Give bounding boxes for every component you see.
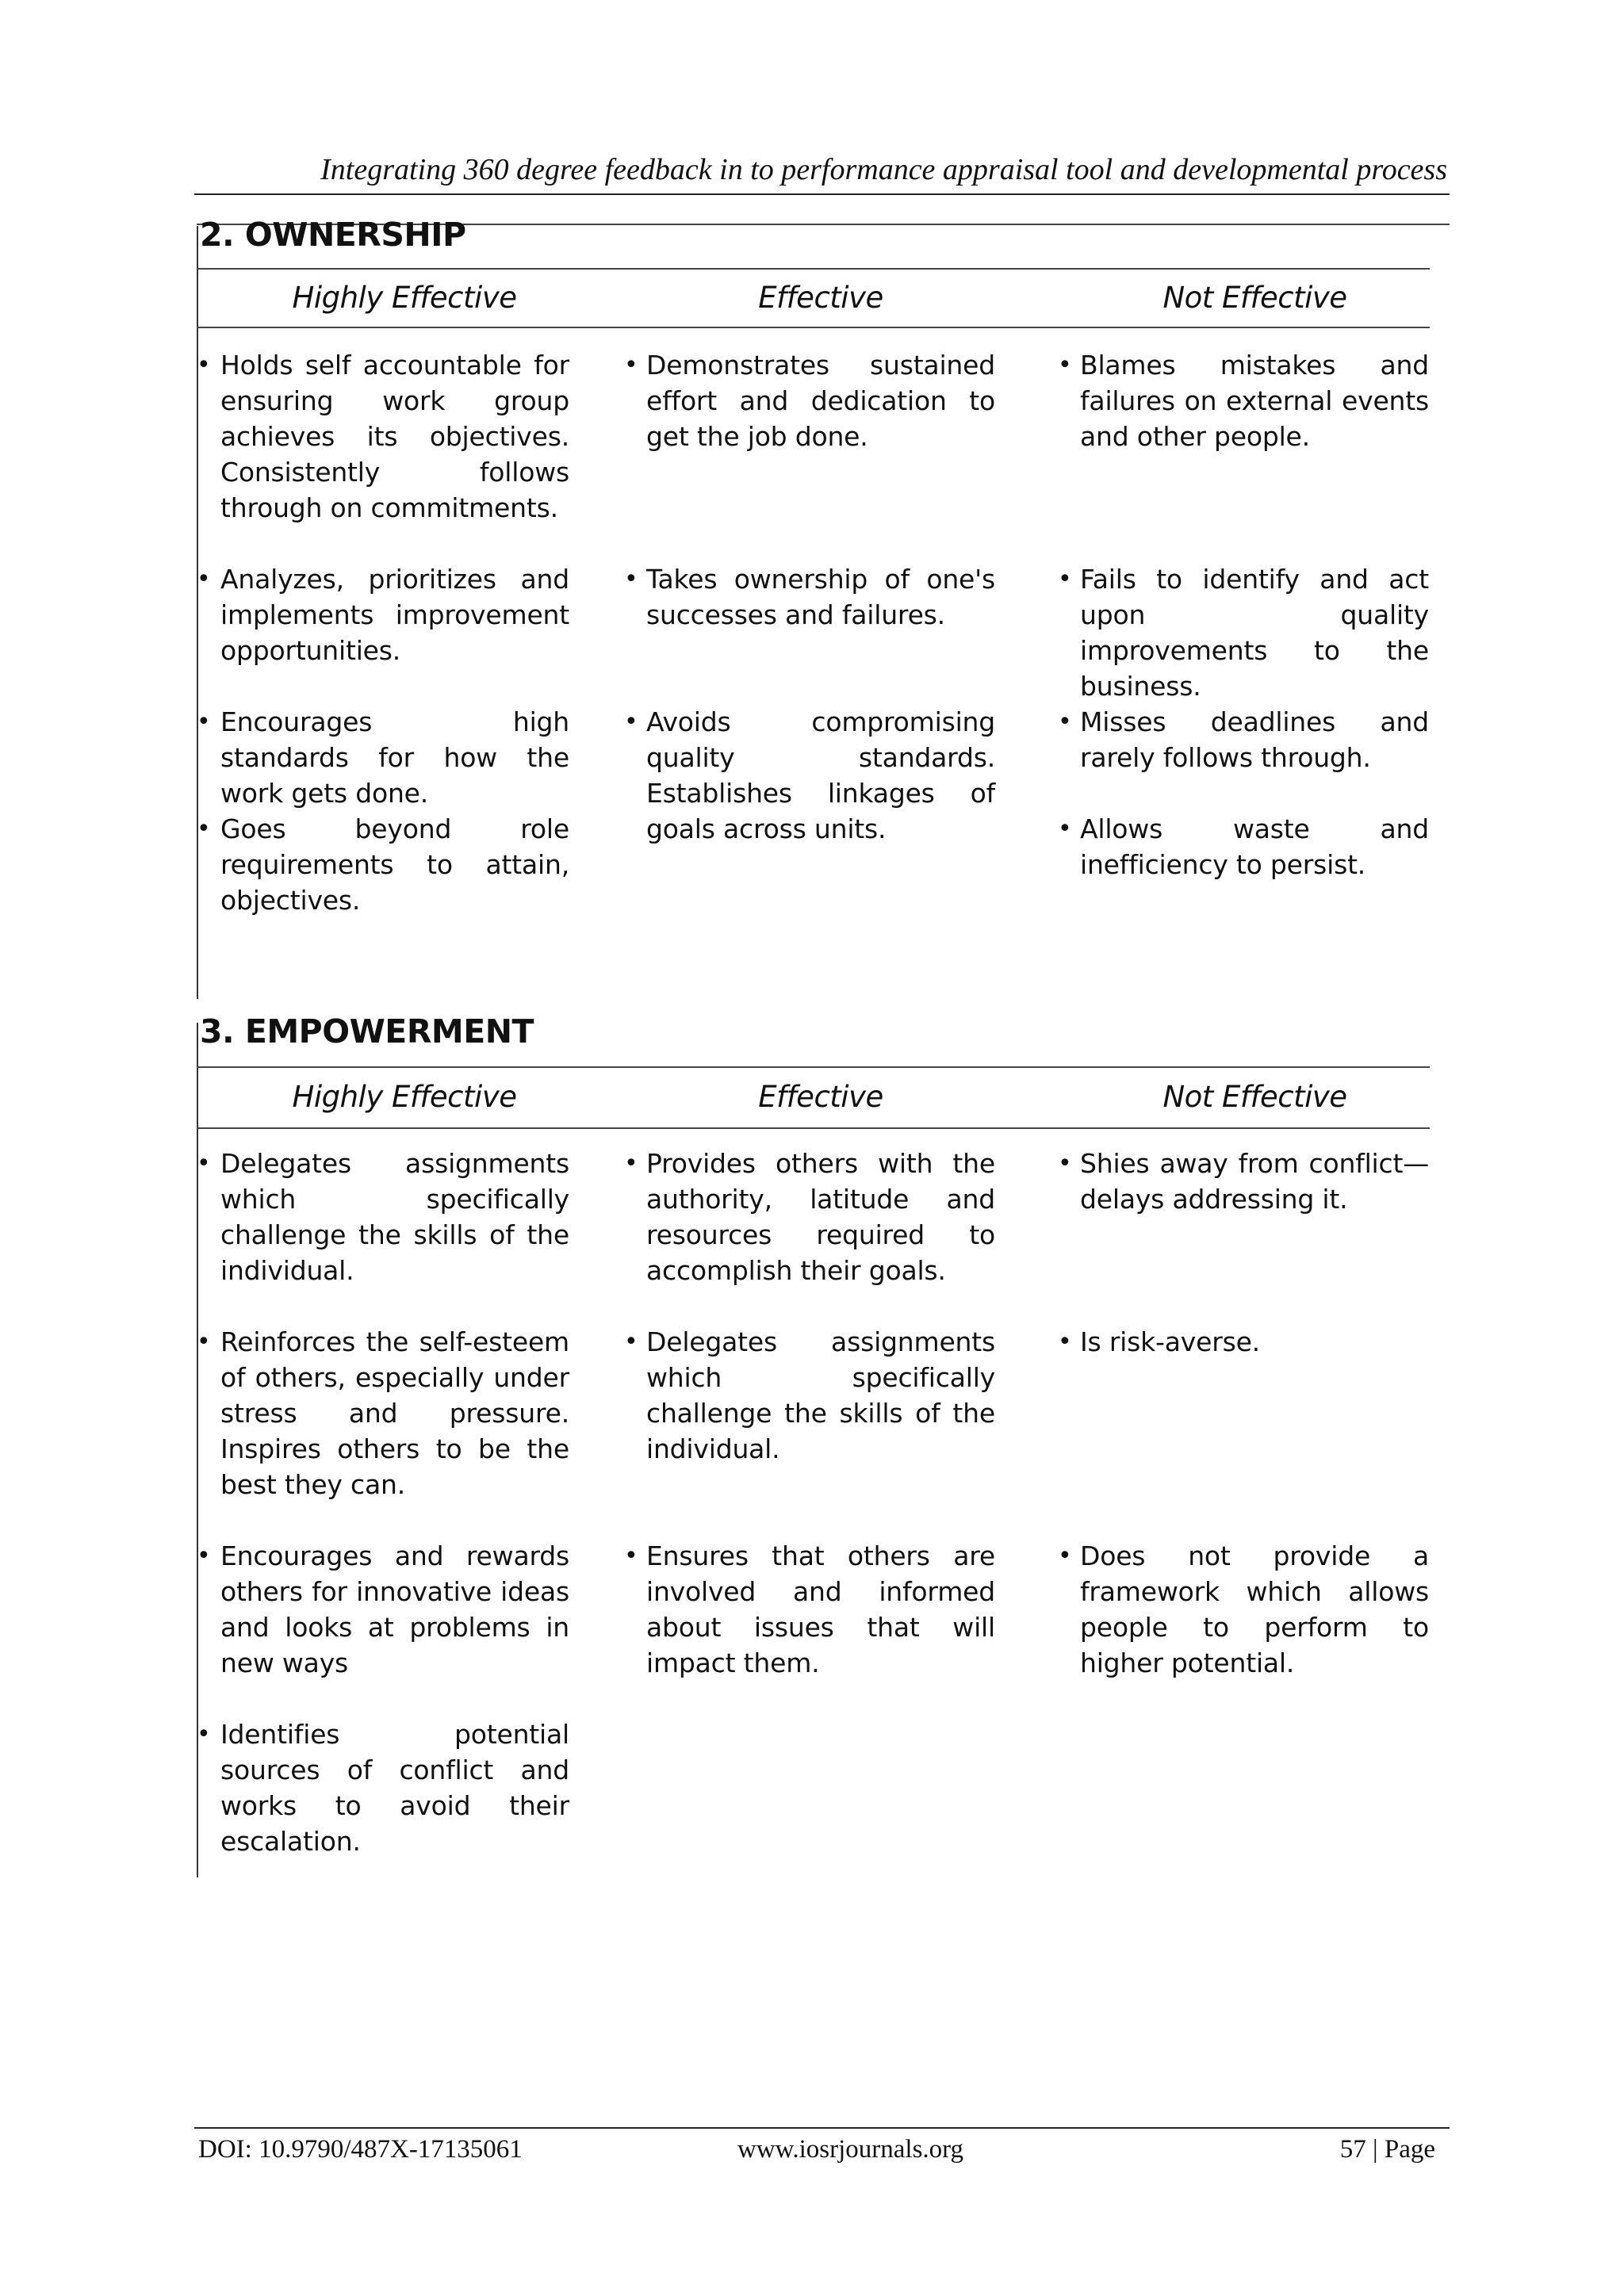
table-header-rule	[197, 1127, 1430, 1129]
bullet-icon: •	[197, 1328, 211, 1356]
list-item: • Holds self accountable for ensuring work group achieves its objectives. Consistently follows through on commitments.	[220, 347, 569, 526]
list-item: • Shies away from conflict—delays addressing it.	[1080, 1146, 1429, 1217]
list-item: • Encourages and rewards others for innovative ideas and looks at problems in new ways	[220, 1538, 569, 1681]
bullet-icon: •	[624, 351, 638, 379]
list-item: • Ensures that others are involved and informed about issues that will impact them.	[646, 1538, 995, 1681]
bullet-icon: •	[1058, 1328, 1072, 1356]
list-item: • Demonstrates sustained effort and dedication to get the job done.	[646, 347, 995, 454]
list-item: • Encourages high standards for how the work gets done.	[220, 704, 569, 811]
bullet-icon: •	[197, 708, 211, 736]
running-title: Integrating 360 degree feedback in to performance appraisal tool and developmental process	[320, 153, 1447, 186]
list-item: • Takes ownership of one's successes and failures.	[646, 561, 995, 633]
list-item: • Allows waste and inefficiency to persist.	[1080, 811, 1429, 882]
footer-page-number: 57 | Page	[1339, 2135, 1435, 2164]
table-header-rule	[197, 327, 1430, 328]
footer-doi: DOI: 10.9790/487X-17135061	[198, 2135, 523, 2164]
bullet-icon: •	[1058, 1150, 1072, 1177]
section-left-rule	[197, 226, 198, 999]
header-rule	[194, 193, 1450, 195]
list-item: • Reinforces the self-esteem of others, especially under stress and pressure. Inspires others to be the best they can.	[220, 1324, 569, 1502]
bullet-icon: •	[1058, 708, 1072, 736]
bullet-icon: •	[624, 1150, 638, 1177]
bullet-icon: •	[1058, 1542, 1072, 1570]
bullet-icon: •	[197, 1542, 211, 1570]
list-item: • Does not provide a framework which allows people to perform to higher potential.	[1080, 1538, 1429, 1681]
list-item: • Delegates assignments which specifically challenge the skills of the individual.	[220, 1146, 569, 1288]
bullet-icon: •	[197, 1720, 211, 1748]
list-item: • Identifies potential sources of conflict and works to avoid their escalation.	[220, 1716, 569, 1859]
list-item: • Avoids compromising quality standards. Establishes linkages of goals across units.	[646, 704, 995, 847]
list-item: • Provides others with the authority, latitude and resources required to accomplish their goals.	[646, 1146, 995, 1288]
bullet-icon: •	[1058, 565, 1072, 593]
list-item: • Analyzes, prioritizes and implements improvement opportunities.	[220, 561, 569, 668]
table-header-rule	[197, 1066, 1430, 1068]
footer-rule	[194, 2127, 1450, 2129]
list-item: • Is risk-averse.	[1080, 1324, 1429, 1360]
section-title: 3. EMPOWERMENT	[200, 1012, 534, 1050]
list-item: • Fails to identify and act upon quality improvements to the business.	[1080, 561, 1429, 704]
col-head-effective: Effective	[758, 1080, 883, 1114]
list-item: • Blames mistakes and failures on external events and other people.	[1080, 347, 1429, 454]
col-head-not-effective: Not Effective	[1162, 1080, 1347, 1114]
list-item: • Misses deadlines and rarely follows through.	[1080, 704, 1429, 775]
bullet-icon: •	[624, 1328, 638, 1356]
col-head-not-effective: Not Effective	[1162, 281, 1347, 315]
list-item: • Goes beyond role requirements to attain, objectives.	[220, 811, 569, 918]
bullet-icon: •	[624, 1542, 638, 1570]
col-head-highly-effective: Highly Effective	[292, 281, 517, 315]
bullet-icon: •	[624, 708, 638, 736]
bullet-icon: •	[197, 351, 211, 379]
bullet-icon: •	[624, 565, 638, 593]
section-title: 2. OWNERSHIP	[200, 216, 466, 254]
bullet-icon: •	[197, 1150, 211, 1177]
bullet-icon: •	[1058, 815, 1072, 843]
bullet-icon: •	[197, 565, 211, 593]
bullet-icon: •	[1058, 351, 1072, 379]
col-head-effective: Effective	[758, 281, 883, 315]
col-head-highly-effective: Highly Effective	[292, 1080, 517, 1114]
table-header-rule	[197, 268, 1430, 270]
list-item: • Delegates assignments which specifically challenge the skills of the individual.	[646, 1324, 995, 1467]
footer-website: www.iosrjournals.org	[737, 2135, 964, 2164]
bullet-icon: •	[197, 815, 211, 843]
